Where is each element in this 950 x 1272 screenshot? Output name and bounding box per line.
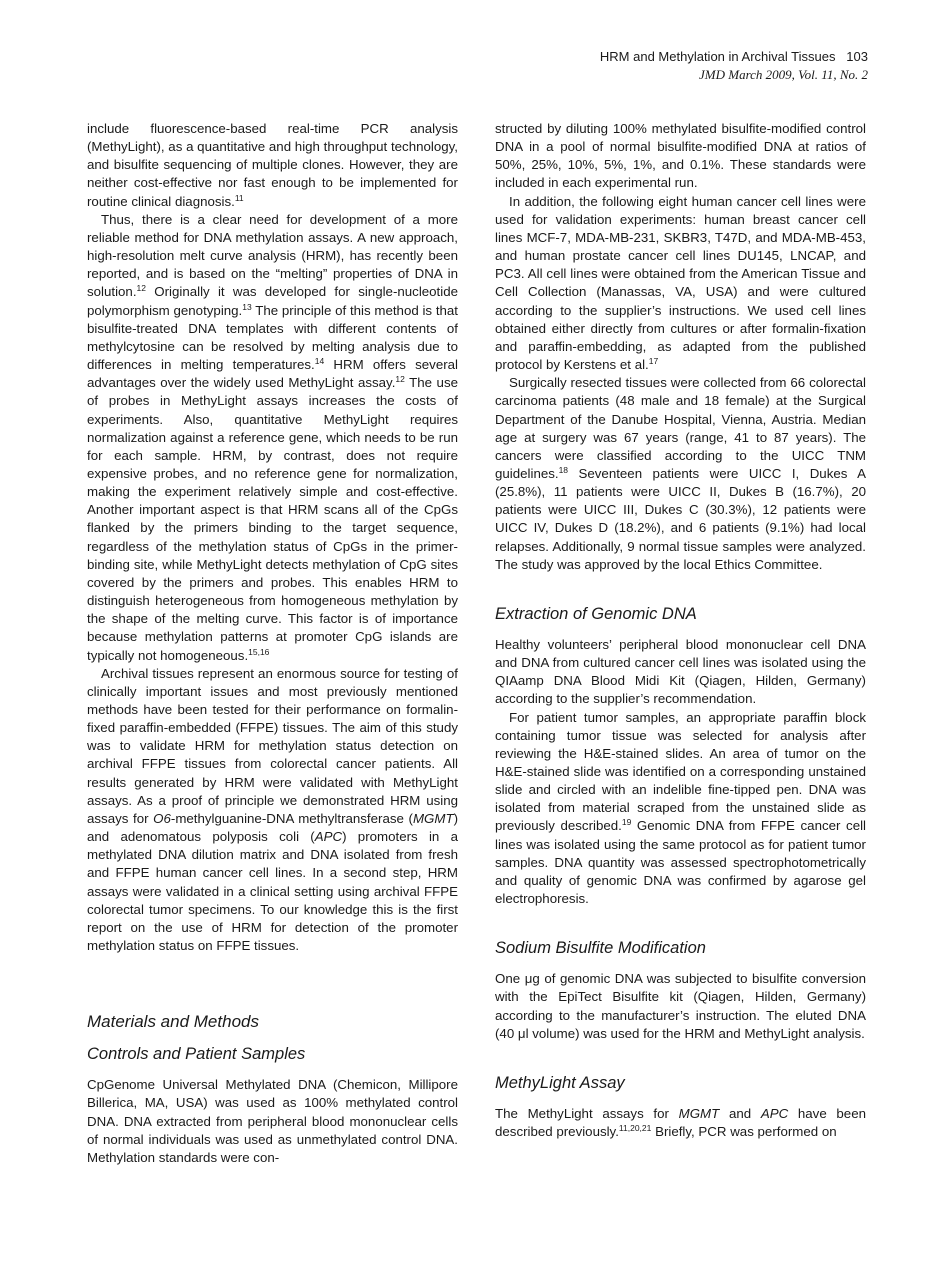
paragraph: CpGenome Universal Methylated DNA (Chemicon, Millipore Billerica, MA, USA) was used as 100% methylated control DNA. DNA extracted from peripheral blood mononuclear cells of normal individuals was used as unmethylated control DNA. Methylation standards were con- <box>87 1077 458 1165</box>
paragraph: Thus, there is a clear need for development of a more reliable method for DNA methylation assays. A new approach, high-resolution melt curve analysis (HRM), has recently been reported, and is based on the “melting” properties of DNA in solution.$^{12}$ Originally it was developed for single-nucleotide polymorphism genotyping.$^{13}$ The principle of this method is that bisulfite-treated DNA templates with different contents of methylcytosine can be resolved by melting analysis due to differences in melting temperatures.$^{14}$ HRM offers several advantages over the widely used MethyLight assay.$^{12}$ The use of probes in MethyLight assays increases the costs of experiments. Also, quantitative MethyLight requires normalization against a reference gene, which needs to be run for each sample. HRM, by contrast, does not require expensive probes, and no reference gene for normalization, making the experiment relatively simple and cost-effective. Another important aspect is that HRM scans all of the CpGs flanked by the primers binding to the target sequence, regardless of the methylation status of CpGs in the primer-binding site, while MethyLight detects methylation of CpG sites covered by the primers and probes. This enables HRM to distinguish heterogeneous from homogeneous methylation by the shape of the melting curve. This factor is of importance because methylation patterns at promoter CpG islands are typically not homogeneous.$^{15,16}$ <box>87 211 459 663</box>
reference: 11 <box>234 192 244 203</box>
reference: 18 <box>558 464 569 475</box>
subsection-title: Controls and Patient Samples <box>87 1045 306 1064</box>
paragraph: In addition, the following eight human cancer cell lines were used for validation experiments: human breast cancer cell lines MCF-7, MDA-MB-231, SKBR3, T47D, and MDA-MB-453, and human prostate cancer cell lines DU145, LNCAP, and PC3. All cell lines were obtained from the American Tissue and Cell Collection (Manassas, VA, USA) and were cultured according to the supplier’s instructions. We used cell lines obtained either directly from cultures or after formalin-fixation and paraffin-embedding, as adapted from the published protocol by Kerstens et al.$^{17}$ <box>495 193 866 373</box>
paragraph: For patient tumor samples, an appropriate paraffin block containing tumor tissue was selected for analysis after reviewing the H&E-stained slides. An area of tumor on the H&E-stained slide was identified on a corresponding unstained slide and circled with an indelible fine-tipped pen. DNA was isolated from material scraped from the unstained slide as previously described.$^{19}$ Genomic DNA from FFPE cancer cell lines was isolated using the same protocol as for patient tumor samples. DNA quantity was assessed spectrophotometrically and quality of genomic DNA was confirmed by agarose gel electrophoresis. <box>495 709 867 907</box>
reference: 11,20,21 <box>618 1123 652 1134</box>
reference: 13 <box>242 301 252 312</box>
paragraph: The MethyLight assays for MGMT and APC have been described previously.$^{11,20,21}$ Briefly, PCR was performed on <box>495 1105 866 1140</box>
subsection-title: Extraction of Genomic DNA <box>495 604 697 623</box>
paragraph: Surgically resected tissues were collected from 66 colorectal carcinoma patients (48 male and 18 female) at the Surgical Department of the Danube Hospital, Vienna, Austria. Median age at surgery was 67 years (range, 41 to 87 years). The cancers were classified according to the UICC TNM guidelines.$^{18}$ Seventeen patients were UICC I, Dukes A (25.8%), 11 patients were UICC II, Dukes B (16.7%), 20 patients were UICC III, Dukes C (30.3%), 12 patients were UICC IV, Dukes D (18.2%), and 6 patients (9.1%) had local relapses. Additionally, 9 normal tissue samples were analyzed. The study was approved by the local Ethics Committee. <box>495 375 866 572</box>
reference: 17 <box>648 356 659 367</box>
running-title <box>600 48 868 66</box>
reference: 15,16 <box>248 646 270 657</box>
reference: 19 <box>621 817 632 828</box>
paragraph: One μg of genomic DNA was subjected to bisulfite conversion with the EpiTect Bisulfite kit (Qiagen, Hilden, Germany) according to the manufacturer’s instruction. The eluted DNA (40 μl volume) was used for the HRM and MethyLight analysis. <box>495 971 866 1041</box>
left-column <box>87 120 458 1167</box>
right-column <box>495 120 866 1141</box>
paragraph: Archival tissues represent an enormous source for testing of clinically important issues and most previously mentioned methods have been tested for their performance on formalin-fixed paraffin-embedded (FFPE) tissues. The aim of this study was to validate HRM for methylation status detection on archival FFPE tissues from colorectal cancer patients. All results generated by HRM were validated with MethyLight assays. As a proof of principle we demonstrated HRM using assays for O6-methylguanine-DNA methyltransferase (MGMT) and adenomatous polyposis coli (APC) promoters in a methylated DNA dilution matrix and DNA isolated from fresh and FFPE human cancer cell lines. In a second step, HRM assays were validated in a clinical setting using archival FFPE colorectal tumor specimens. To our knowledge this is the first report on the use of HRM for detection of the promoter methylation status on FFPE tissues. <box>87 665 459 954</box>
paragraph: structed by diluting 100% methylated bisulfite-modified control DNA in a pool of normal bisulfite-modified DNA at ratios of 50%, 25%, 10%, 5%, 1%, and 0.1%. These standards were included in each experimental run. <box>495 121 866 191</box>
reference: 14 <box>314 356 325 367</box>
page-header <box>600 48 868 83</box>
running-title-text: HRM and Methylation in Archival Tissues <box>599 49 836 64</box>
reference: 12 <box>136 283 146 294</box>
subsection-title: Sodium Bisulfite Modification <box>495 939 706 958</box>
paragraph: Healthy volunteers’ peripheral blood mononuclear cell DNA and DNA from cultured cancer cell lines was isolated using the QIAamp DNA Blood Midi Kit (Qiagen, Hilden, Germany) according to the supplier’s recommendation. <box>495 636 866 707</box>
section-title: Materials and Methods <box>87 1012 259 1032</box>
reference: 12 <box>395 374 405 385</box>
subsection-title: MethyLight Assay <box>495 1073 625 1092</box>
page-number: 103 <box>846 49 868 64</box>
paragraph: include fluorescence-based real-time PCR analysis (MethyLight), as a quantitative and high throughput technology, and bisulfite sequencing of multiple clones. However, they are neither cost-effective nor fast enough to be implemented for routine clinical diagnosis.$^{11}$ <box>87 121 458 209</box>
journal-citation: JMD March 2009, Vol. 11, No. 2 <box>699 67 868 82</box>
